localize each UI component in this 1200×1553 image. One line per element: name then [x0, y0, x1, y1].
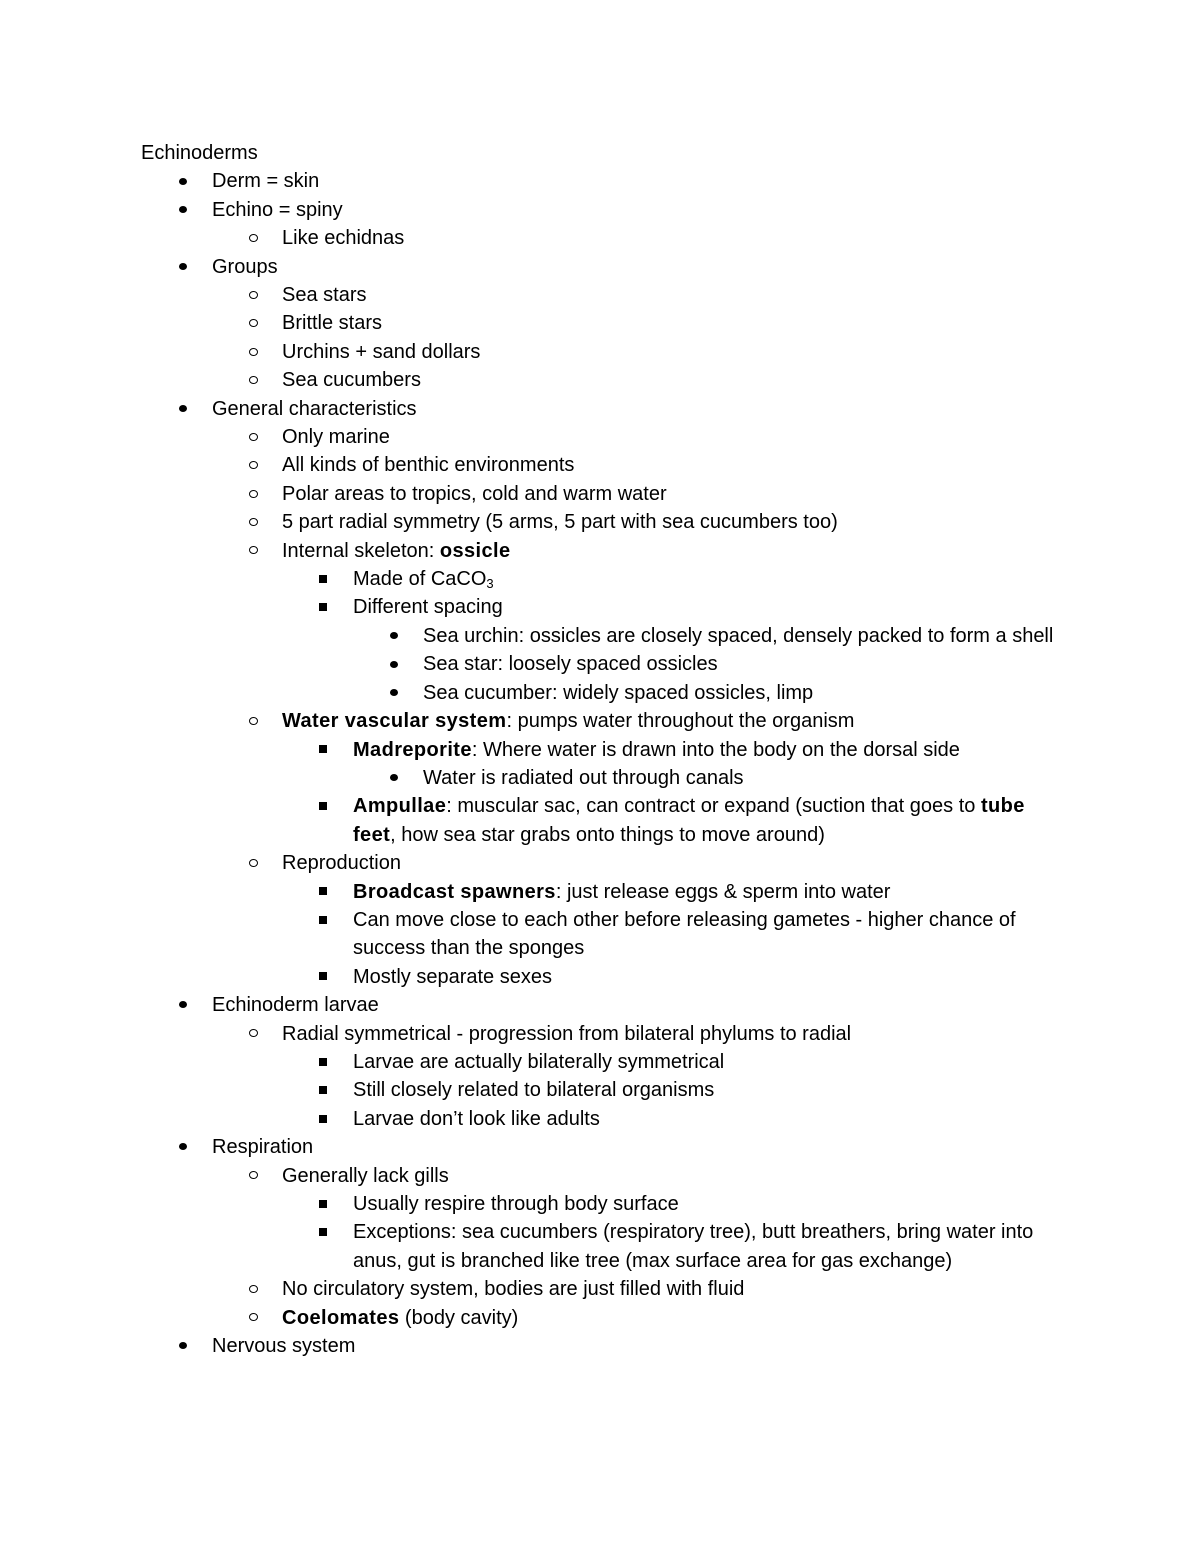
filled-bullet-icon [168, 167, 198, 195]
hollow-bullet-icon [238, 423, 268, 451]
list-item: Mostly separate sexes [141, 963, 1061, 991]
list-item: Sea cucumbers [141, 366, 1061, 394]
filled-bullet-icon [168, 991, 198, 1019]
subscript: 3 [486, 576, 494, 592]
bold-term: tube feet [353, 795, 1025, 846]
list-item: Echinoderm larvae [141, 991, 1061, 1019]
square-bullet-icon [308, 792, 338, 820]
document [141, 139, 1061, 1360]
hollow-bullet-icon [238, 338, 268, 366]
filled-bullet-icon [168, 395, 198, 423]
hollow-bullet-icon [238, 508, 268, 536]
hollow-bullet-icon [238, 1275, 268, 1303]
hollow-bullet-icon [238, 309, 268, 337]
list-item: No circulatory system, bodies are just filled with fluid [141, 1275, 1061, 1303]
square-bullet-icon [308, 1076, 338, 1104]
hollow-bullet-icon [238, 451, 268, 479]
filled-bullet-icon [379, 622, 409, 650]
square-bullet-icon [308, 1105, 338, 1133]
list-item: Usually respire through body surface [141, 1190, 1061, 1218]
list-item: Internal skeleton: ossicle [141, 537, 1061, 565]
list-item: Water vascular system: pumps water throughout the organism [141, 707, 1061, 735]
list-item: Exceptions: sea cucumbers (respiratory tree), butt breathers, bring water into anus, gut is branched like tree (max surface area for gas exchange) [141, 1218, 1061, 1275]
list-item: Sea star: loosely spaced ossicles [141, 650, 1061, 678]
filled-bullet-icon [168, 1133, 198, 1161]
square-bullet-icon [308, 963, 338, 991]
bold-term: Broadcast spawners [353, 880, 556, 903]
bold-term: Madreporite [353, 738, 472, 761]
list-item: Ampullae: muscular sac, can contract or expand (suction that goes to tube feet, how sea star grabs onto things to move around) [141, 792, 1061, 849]
filled-bullet-icon [168, 253, 198, 281]
bold-term: Coelomates [282, 1306, 400, 1329]
list-item: Can move close to each other before releasing gametes - higher chance of success than the sponges [141, 906, 1061, 963]
list-item: Radial symmetrical - progression from bilateral phylums to radial [141, 1020, 1061, 1048]
square-bullet-icon [308, 878, 338, 906]
list-item: Respiration [141, 1133, 1061, 1161]
bold-term: Ampullae [353, 795, 447, 818]
square-bullet-icon [308, 1048, 338, 1076]
list-item: General characteristics [141, 395, 1061, 423]
hollow-bullet-icon [238, 849, 268, 877]
hollow-bullet-icon [238, 1162, 268, 1190]
square-bullet-icon [308, 565, 338, 593]
hollow-bullet-icon [238, 1020, 268, 1048]
list-item: Derm = skin [141, 167, 1061, 195]
list-item: Sea urchin: ossicles are closely spaced, densely packed to form a shell [141, 622, 1061, 650]
list-item: Groups [141, 253, 1061, 281]
list-item: Nervous system [141, 1332, 1061, 1360]
list-item: Different spacing [141, 593, 1061, 621]
list-item: Sea stars [141, 281, 1061, 309]
list-item: Broadcast spawners: just release eggs & sperm into water [141, 878, 1061, 906]
list-item: Generally lack gills [141, 1162, 1061, 1190]
hollow-bullet-icon [238, 281, 268, 309]
filled-bullet-icon [379, 650, 409, 678]
filled-bullet-icon [379, 764, 409, 792]
bold-term: Water vascular system [282, 710, 507, 733]
hollow-bullet-icon [238, 707, 268, 735]
list-item: Coelomates (body cavity) [141, 1304, 1061, 1332]
list-item: Brittle stars [141, 309, 1061, 337]
square-bullet-icon [308, 1218, 338, 1246]
hollow-bullet-icon [238, 480, 268, 508]
list-item: 5 part radial symmetry (5 arms, 5 part with sea cucumbers too) [141, 508, 1061, 536]
list-item: Reproduction [141, 849, 1061, 877]
square-bullet-icon [308, 593, 338, 621]
filled-bullet-icon [168, 1332, 198, 1360]
hollow-bullet-icon [238, 1304, 268, 1332]
list-item: Like echidnas [141, 224, 1061, 252]
list-item: All kinds of benthic environments [141, 451, 1061, 479]
list-item: Only marine [141, 423, 1061, 451]
square-bullet-icon [308, 906, 338, 934]
document-title: Echinoderms [141, 142, 258, 164]
filled-bullet-icon [379, 679, 409, 707]
list-item: Water is radiated out through canals [141, 764, 1061, 792]
square-bullet-icon [308, 1190, 338, 1218]
hollow-bullet-icon [238, 537, 268, 565]
hollow-bullet-icon [238, 224, 268, 252]
list-item: Sea cucumber: widely spaced ossicles, limp [141, 679, 1061, 707]
list-item: Echino = spiny [141, 196, 1061, 224]
list-item: Urchins + sand dollars [141, 338, 1061, 366]
filled-bullet-icon [168, 196, 198, 224]
list-item: Madreporite: Where water is drawn into the body on the dorsal side [141, 736, 1061, 764]
list-item: Larvae don’t look like adults [141, 1105, 1061, 1133]
square-bullet-icon [308, 736, 338, 764]
bold-term: ossicle [439, 539, 511, 562]
list-item: Larvae are actually bilaterally symmetrical [141, 1048, 1061, 1076]
list-item: Made of CaCO$_3$ [141, 565, 1061, 593]
hollow-bullet-icon [238, 366, 268, 394]
list-item: Still closely related to bilateral organisms [141, 1076, 1061, 1104]
list-item: Polar areas to tropics, cold and warm water [141, 480, 1061, 508]
